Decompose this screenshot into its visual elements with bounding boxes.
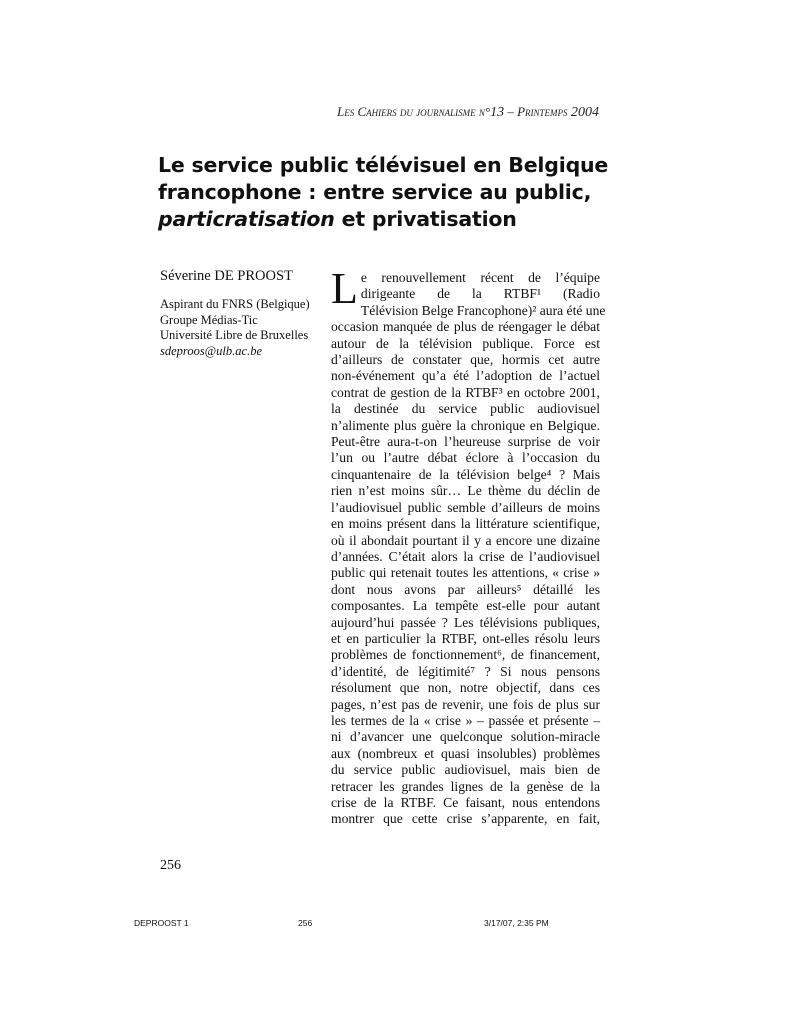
body-line: aux (nombreux et quasi insolubles) problèmes xyxy=(331,745,600,761)
body-line: e renouvellement récent de l’équipe xyxy=(360,270,600,285)
body-line: cinquantenaire de la télévision belge⁴ ? Mais xyxy=(331,466,600,482)
body-line: autour de la télévision publique. Force est xyxy=(331,335,600,351)
footer-page: 256 xyxy=(298,918,313,928)
page-number: 256 xyxy=(160,858,181,873)
body-line: l’audiovisuel public semble d’ailleurs de moins xyxy=(331,499,600,515)
author-affiliation-1: Aspirant du FNRS (Belgique) xyxy=(160,297,310,311)
body-line: occasion manquée de plus de réengager le débat xyxy=(331,319,600,335)
body-line: la destinée du service public audiovisuel xyxy=(331,401,600,417)
author-affiliation-2: Groupe Médias-Tic xyxy=(160,312,258,327)
body-line: en moins présent dans la littérature scientifique, xyxy=(331,516,600,532)
body-line: d’identité, de légitimité⁷ ? Si nous pensons xyxy=(331,663,600,679)
body-line: dirigeante de la RTBF¹ (Radio xyxy=(360,286,600,302)
body-line: pages, n’est pas de revenir, une fois de plus sur xyxy=(331,696,600,712)
body-line: d’années. C’était alors la crise de l’audiovisuel xyxy=(331,548,600,564)
body-line: et en particulier la RTBF, ont-elles résolu leurs xyxy=(331,630,600,646)
body-line: problèmes de fonctionnement⁶, de financement, xyxy=(331,647,600,663)
body-line: rien n’est moins sûr… Le thème du déclin de xyxy=(331,483,600,499)
body-line: résolument que non, notre objectif, dans ces xyxy=(331,680,600,696)
body-line: Télévision Belge Francophone)² aura été une xyxy=(360,302,606,318)
title-line-1: Le service public télévisuel en Belgique xyxy=(158,153,609,177)
body-line: public qui retenait toutes les attentions, « crise » xyxy=(331,565,600,581)
article-title xyxy=(158,152,628,233)
body-text xyxy=(331,264,606,828)
body-line: d’ailleurs de constater que, hormis cet autre xyxy=(331,352,600,368)
body-line: n’alimente plus guère la chronique en Belgique. xyxy=(331,417,600,433)
author-email: sdeproos@ulb.ac.be xyxy=(160,343,262,358)
body-line: montrer que cette crise s’apparente, en fait, xyxy=(331,811,600,827)
author-block xyxy=(160,268,330,359)
title-line-2: francophone : entre service au public, xyxy=(158,180,592,204)
running-header: Les Cahiers du journalisme n°13 – Printemps 2004 xyxy=(336,104,599,120)
body-line: Peut-être aura-t-on l’heureuse surprise de voir xyxy=(331,434,600,450)
title-line-3 xyxy=(158,206,628,233)
footer-timestamp: 3/17/07, 2:35 PM xyxy=(484,918,549,928)
body-line: où il abondait pourtant il y a encore une dizaine xyxy=(331,532,600,548)
body-line: contrat de gestion de la RTBF³ en octobre 2001, xyxy=(331,384,600,400)
body-line: l’un ou l’autre débat éclore à l’occasion du xyxy=(331,450,600,466)
body-line: aujourd’hui passée ? Les télévisions publiques, xyxy=(331,614,600,630)
body-line: les termes de la « crise » – passée et présente – xyxy=(331,712,600,728)
body-line: dont nous avons par ailleurs⁵ détaillé les xyxy=(331,581,600,597)
body-line: retracer les grandes lignes de la genèse de la xyxy=(331,778,600,794)
body-line: ni d’avancer une quelconque solution-miracle xyxy=(331,729,600,745)
title-emphasis: particratisation xyxy=(158,207,335,231)
body-line: du service public audiovisuel, mais bien de xyxy=(331,762,600,778)
body-line: crise de la RTBF. Ce faisant, nous entendons xyxy=(331,795,600,810)
body-line: non-événement qu’a été l’adoption de l’actuel xyxy=(331,368,600,384)
drop-cap: L xyxy=(331,264,358,313)
body-line: composantes. La tempête est-elle pour autant xyxy=(331,598,600,614)
footer-file-name: DEPROOST 1 xyxy=(134,918,189,928)
author-name: Séverine DE PROOST xyxy=(160,268,293,284)
author-affiliation-3: Université Libre de Bruxelles xyxy=(160,328,309,342)
title-line-3-rest: et privatisation xyxy=(334,207,517,231)
